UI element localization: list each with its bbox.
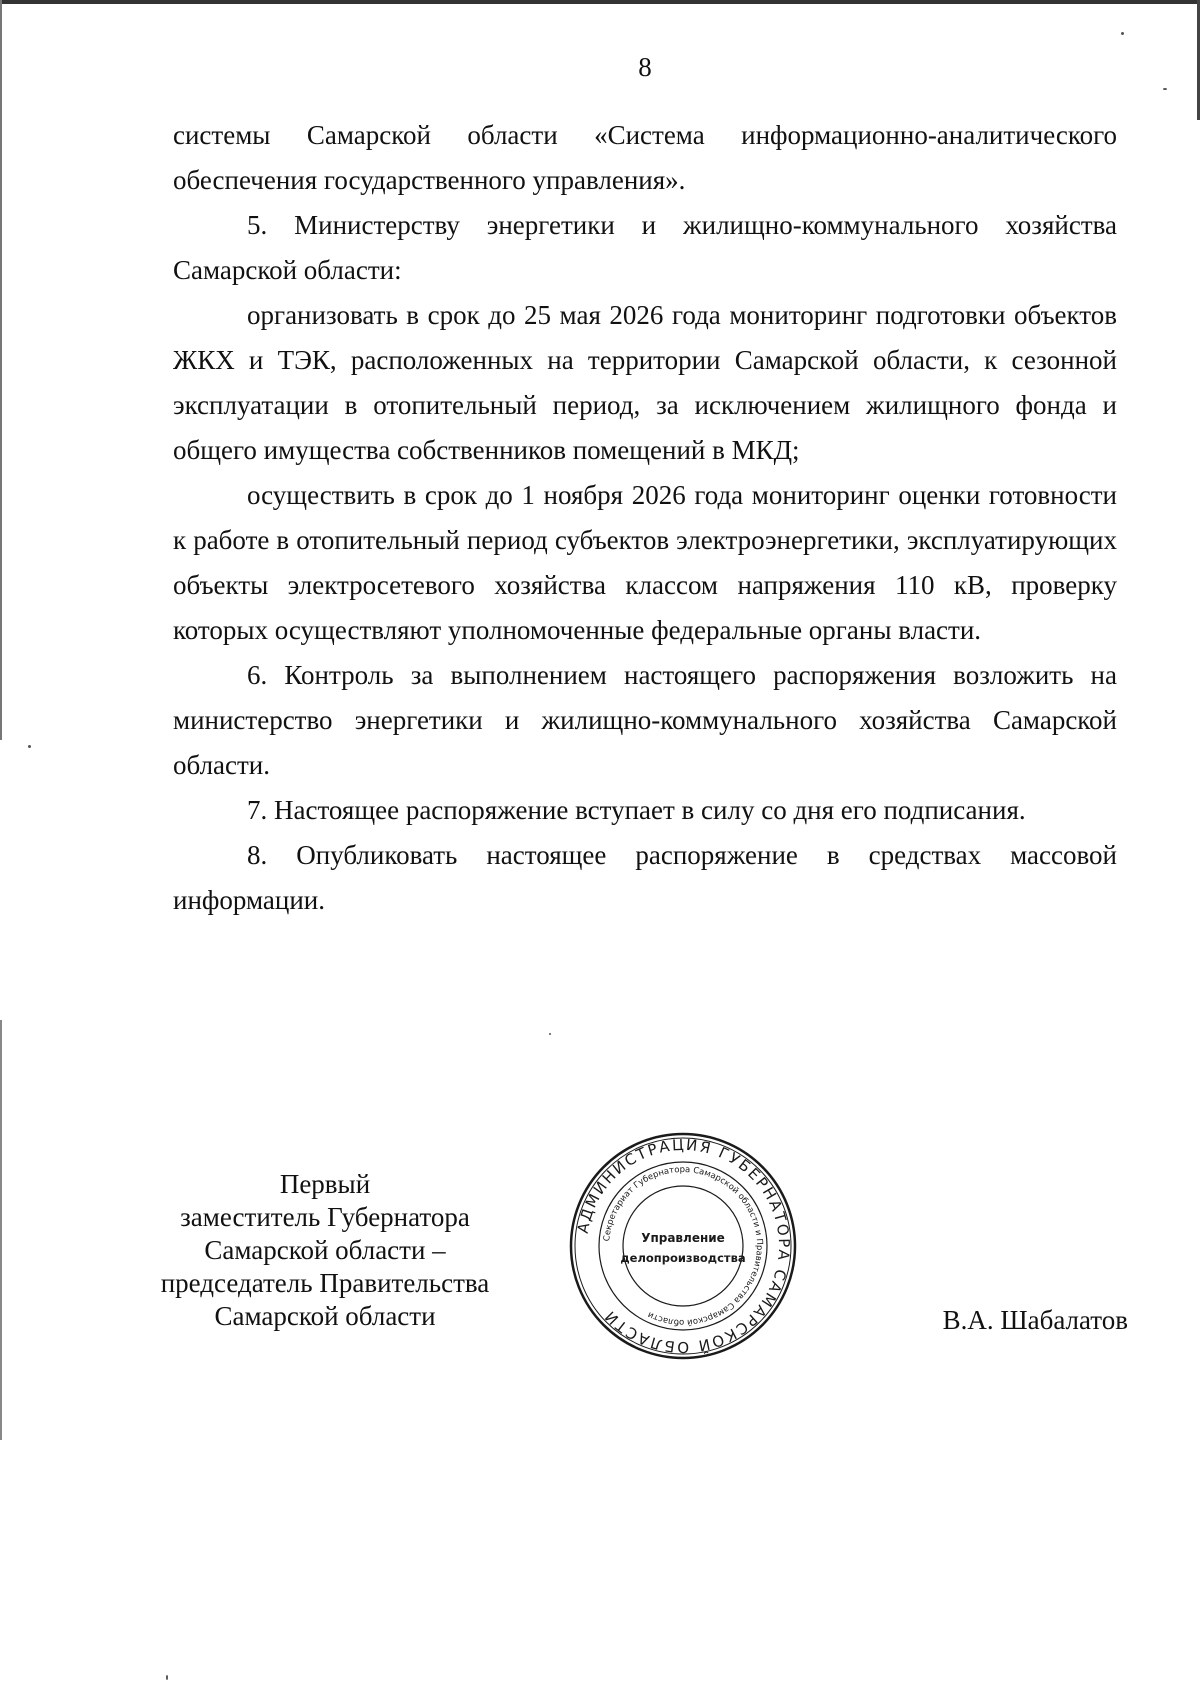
seal-graphic xyxy=(567,1130,799,1362)
signatory-title-line: Самарской области xyxy=(214,1301,436,1331)
page-edge-top xyxy=(0,0,1200,4)
page-edge-left xyxy=(0,0,2,740)
seal-center-line-1: Управление xyxy=(641,1231,725,1245)
paragraph-continuation: системы Самарской области «Система информационно-аналитического обеспечения государственного управления». xyxy=(173,120,1117,195)
scan-speck xyxy=(1121,32,1124,35)
scan-speck xyxy=(166,1675,168,1680)
seal-outer-text: АДМИНИСТРАЦИЯ ГУБЕРНАТОРА САМАРСКОЙ ОБЛАСТИ xyxy=(573,1135,794,1357)
paragraph-item-8: 8. Опубликовать настоящее распоряжение в средствах массовой информации. xyxy=(173,840,1117,915)
signatory-name: В.А. Шабалатов xyxy=(942,1305,1128,1335)
scan-speck xyxy=(1163,88,1167,90)
signatory-title xyxy=(145,1168,505,1333)
page-edge-left-lower xyxy=(0,1020,2,1440)
paragraph-item-6: 6. Контроль за выполнением настоящего распоряжения возложить на министерство энергетики и жилищно-коммунального хозяйства Самарской области. xyxy=(173,660,1117,780)
scan-speck xyxy=(549,1033,551,1035)
seal-middle-text: Секретариат Губернатора Самарской области и Правительства Самарской области xyxy=(602,1164,765,1328)
paragraph-item-5-monitoring: осуществить в срок до 1 ноября 2026 года мониторинг оценки готовности к работе в отопительный период субъектов электроэнергетики, эксплуатирующих объекты электросетевого хозяйства классом напряжения 110 кВ, проверку которых осуществляют уполномоченные федеральные органы власти. xyxy=(173,480,1117,645)
signatory-title-line: Первый xyxy=(279,1169,371,1199)
paragraph-item-5-organize: организовать в срок до 25 мая 2026 года мониторинг подготовки объектов ЖКХ и ТЭК, расположенных на территории Самарской области, к сезонной эксплуатации в отопительный период, за исключением жилищного фонда и общего имущества собственников помещений в МКД; xyxy=(173,300,1117,465)
signatory-title-line: председатель Правительства xyxy=(160,1268,490,1298)
paragraph-item-7: 7. Настоящее распоряжение вступает в силу со дня его подписания. xyxy=(247,795,1026,825)
signatory-title-line: заместитель Губернатора xyxy=(180,1202,470,1232)
paragraph-item-5: 5. Министерству энергетики и жилищно-коммунального хозяйства Самарской области: xyxy=(173,210,1117,285)
seal-center-line-2: делопроизводства xyxy=(620,1251,746,1265)
signatory-title-line: Самарской области – xyxy=(204,1235,446,1265)
page-number: 8 xyxy=(638,52,652,82)
document-body xyxy=(173,113,1117,923)
official-seal xyxy=(567,1130,799,1362)
scan-speck xyxy=(28,745,31,748)
